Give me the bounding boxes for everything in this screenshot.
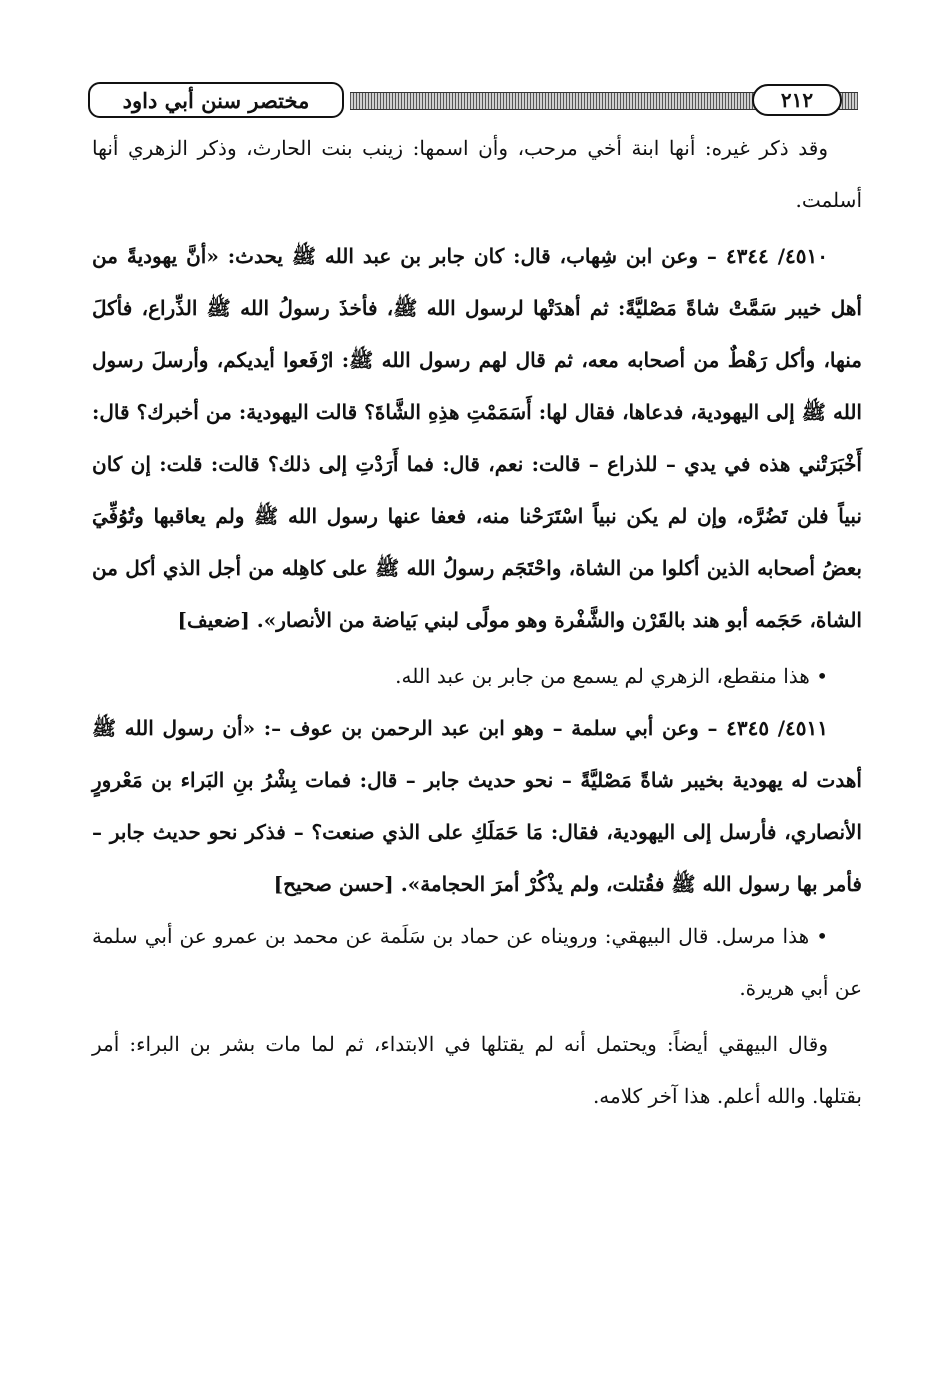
book-title: مختصر سنن أبي داود [88, 82, 344, 118]
commentary-bayhaqi: وقال البيهقي أيضاً: ويحتمل أنه لم يقتلها في الابتداء، ثم لما مات بشر بن البراء: أمر بقتلها. والله أعلم. هذا آخر كلامه. [92, 1032, 862, 1108]
hadith-4510: ٤٥١٠/ ٤٣٤٤ – وعن ابن شِهاب، قال: كان جابر بن عبد الله ﷺ يحدث: «أنَّ يهوديةً من أهل خيبر سَمَّتْ شاةً مَصْليَّةً: ثم أهدَتْها لرسول الله ﷺ، فأخذَ رسولُ الله ﷺ الذِّراع، فأكلَ منها، وأكل رَهْطٌ من أصحابه معه، ثم قال لهم رسول الله ﷺ: ارْفَعوا أيديكم، وأرسلَ رسول الله ﷺ إلى اليهودية، فدعاها، فقال لها: أَسَمَمْتِ هذِهِ الشَّاةَ؟ قالت اليهودية: من أخبرك؟ قال: أَخْبَرَتْني هذه في يدي – للذراع – قالت: نعم، قال: فما أَرَدْتِ إلى ذلك؟ قالت: قلت: إن كان نبياً فلن تَضُرَّه، وإن لم يكن نبياً اسْتَرَحْنا منه، فعفا عنها رسول الله ﷺ ولم يعاقبها وتُوُفِّيَ بعضُ أصحابه الذين أكلوا من الشاة، واحْتَجَم رسولُ الله ﷺ على كاهِله من أجل الذي أكل من الشاة، حَجَمه أبو هند بالقَرْن والشَّفْرة وهو مولًى لبني بَياضة من الأنصار». [ضعيف] [92, 244, 862, 632]
commentary-mursal: • هذا مرسل. قال البيهقي: ورويناه عن حماد بن سَلَمة عن محمد بن عمرو عن أبي سلمة عن أبي هريرة. [92, 924, 862, 1000]
hadith-4511: ٤٥١١/ ٤٣٤٥ – وعن أبي سلمة – وهو ابن عبد الرحمن بن عوف –: «أن رسول الله ﷺ أهدت له يهودية بخيبر شاةً مَصْليَّةً – نحو حديث جابر – قال: فمات بِشْرُ بنِ البَراء بن مَعْرورٍ الأنصاري، فأرسل إلى اليهودية، فقال: مَا حَمَلَكِ على الذي صنعت؟ – فذكر نحو حديث جابر – فأمر بها رسول الله ﷺ فقُتلت، ولم يذْكُرْ أمرَ الحجامة». [حسن صحيح] [92, 716, 862, 896]
page-body [92, 122, 862, 1122]
page-header [88, 82, 864, 120]
page-number: ٢١٢ [752, 84, 842, 116]
paragraph-intro-note: وقد ذكر غيره: أنها ابنة أخي مرحب، وأن اسمها: زينب بنت الحارث، وذكر الزهري أنها أسلمت. [92, 136, 862, 212]
commentary-munqati: • هذا منقطع، الزهري لم يسمع من جابر بن عبد الله. [395, 664, 828, 688]
